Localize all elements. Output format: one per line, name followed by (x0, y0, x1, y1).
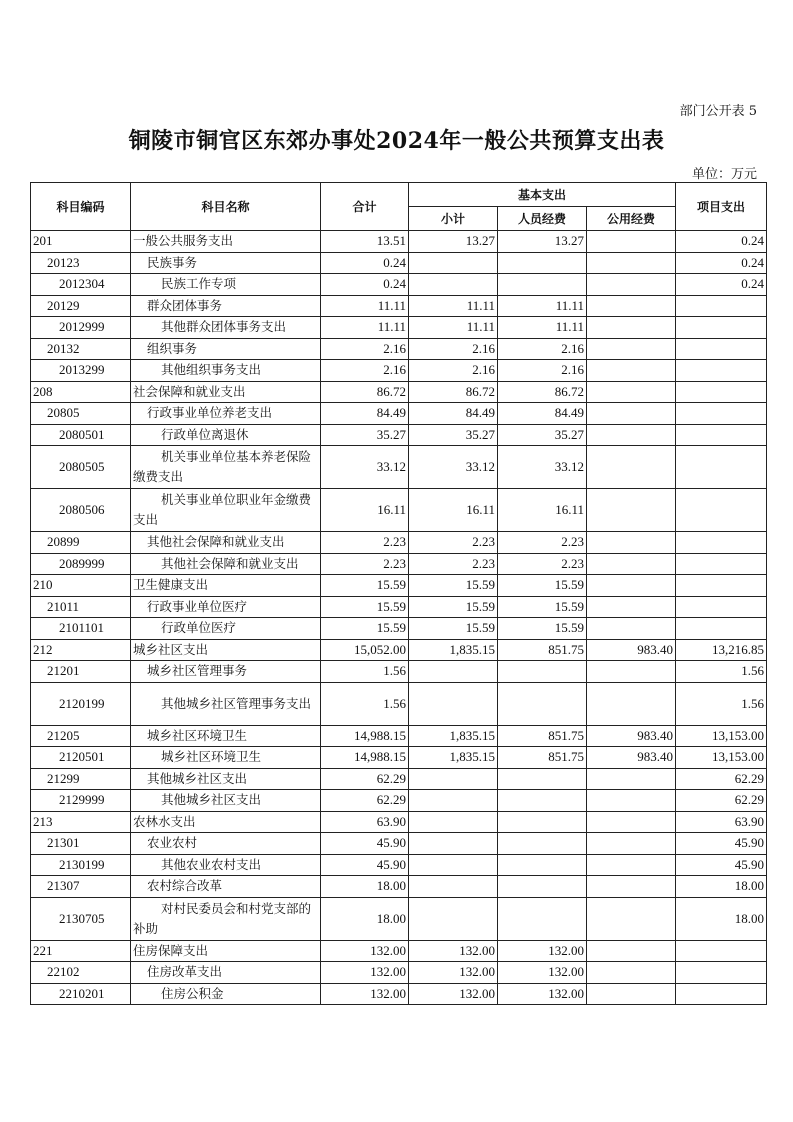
cell-name: 其他农业农村支出 (131, 854, 321, 876)
cell-project: 0.24 (676, 231, 767, 253)
cell-total: 2.16 (321, 360, 409, 382)
cell-project: 62.29 (676, 768, 767, 790)
header-public: 公用经费 (587, 207, 676, 231)
table-row (31, 381, 767, 403)
table-row (31, 575, 767, 597)
cell-total: 35.27 (321, 424, 409, 446)
header-name: 科目名称 (131, 183, 321, 231)
cell-subtotal (409, 811, 498, 833)
cell-subtotal: 15.59 (409, 596, 498, 618)
cell-project (676, 940, 767, 962)
table-row (31, 446, 767, 489)
cell-public (587, 940, 676, 962)
cell-public (587, 661, 676, 683)
table-row (31, 360, 767, 382)
cell-name: 行政单位离退休 (131, 424, 321, 446)
cell-subtotal: 84.49 (409, 403, 498, 425)
cell-personnel (498, 897, 587, 940)
cell-name: 城乡社区支出 (131, 639, 321, 661)
cell-public (587, 682, 676, 725)
cell-code: 2012999 (31, 317, 131, 339)
cell-personnel: 13.27 (498, 231, 587, 253)
header-project: 项目支出 (676, 183, 767, 231)
cell-public (587, 790, 676, 812)
cell-subtotal: 35.27 (409, 424, 498, 446)
cell-total: 132.00 (321, 940, 409, 962)
cell-subtotal: 15.59 (409, 575, 498, 597)
cell-code: 20123 (31, 252, 131, 274)
cell-subtotal (409, 854, 498, 876)
cell-name: 其他城乡社区支出 (131, 790, 321, 812)
cell-subtotal (409, 682, 498, 725)
cell-public (587, 489, 676, 532)
cell-code: 2129999 (31, 790, 131, 812)
page-title: 铜陵市铜官区东郊办事处2024年一般公共预算支出表 (128, 128, 665, 154)
cell-total: 15.59 (321, 575, 409, 597)
cell-name: 其他城乡社区管理事务支出 (131, 682, 321, 725)
cell-project (676, 424, 767, 446)
table-row (31, 532, 767, 554)
cell-subtotal: 2.16 (409, 338, 498, 360)
table-row (31, 725, 767, 747)
table-row (31, 983, 767, 1005)
cell-code: 21011 (31, 596, 131, 618)
cell-subtotal: 2.23 (409, 532, 498, 554)
cell-name: 行政事业单位医疗 (131, 596, 321, 618)
cell-total: 2.16 (321, 338, 409, 360)
cell-name: 农业农村 (131, 833, 321, 855)
cell-project: 45.90 (676, 854, 767, 876)
cell-name: 一般公共服务支出 (131, 231, 321, 253)
table-row (31, 553, 767, 575)
cell-subtotal: 1,835.15 (409, 639, 498, 661)
cell-project (676, 381, 767, 403)
cell-project (676, 596, 767, 618)
cell-public (587, 317, 676, 339)
table-row (31, 682, 767, 725)
cell-total: 2.23 (321, 532, 409, 554)
cell-name: 住房公积金 (131, 983, 321, 1005)
cell-subtotal (409, 274, 498, 296)
cell-name: 民族工作专项 (131, 274, 321, 296)
cell-public (587, 231, 676, 253)
cell-total: 45.90 (321, 854, 409, 876)
cell-project: 18.00 (676, 897, 767, 940)
cell-subtotal: 1,835.15 (409, 747, 498, 769)
cell-personnel: 2.16 (498, 338, 587, 360)
cell-project: 45.90 (676, 833, 767, 855)
cell-public (587, 532, 676, 554)
table-row (31, 596, 767, 618)
cell-subtotal: 11.11 (409, 295, 498, 317)
cell-code: 20805 (31, 403, 131, 425)
cell-subtotal: 132.00 (409, 962, 498, 984)
cell-total: 1.56 (321, 661, 409, 683)
cell-public: 983.40 (587, 725, 676, 747)
cell-project: 18.00 (676, 876, 767, 898)
cell-personnel (498, 252, 587, 274)
cell-project (676, 295, 767, 317)
table-row (31, 768, 767, 790)
cell-public (587, 295, 676, 317)
cell-name: 民族事务 (131, 252, 321, 274)
cell-personnel: 15.59 (498, 618, 587, 640)
cell-code: 2012304 (31, 274, 131, 296)
cell-project: 1.56 (676, 682, 767, 725)
cell-name: 对村民委员会和村党支部的补助 (131, 897, 321, 940)
cell-name: 机关事业单位职业年金缴费支出 (131, 489, 321, 532)
cell-personnel (498, 768, 587, 790)
table-row (31, 231, 767, 253)
cell-project: 0.24 (676, 274, 767, 296)
cell-total: 0.24 (321, 274, 409, 296)
cell-personnel: 11.11 (498, 317, 587, 339)
cell-public (587, 446, 676, 489)
cell-name: 卫生健康支出 (131, 575, 321, 597)
cell-subtotal (409, 790, 498, 812)
cell-code: 2089999 (31, 553, 131, 575)
cell-personnel: 851.75 (498, 747, 587, 769)
cell-subtotal: 11.11 (409, 317, 498, 339)
cell-code: 21299 (31, 768, 131, 790)
cell-personnel: 33.12 (498, 446, 587, 489)
cell-code: 21301 (31, 833, 131, 855)
cell-subtotal: 15.59 (409, 618, 498, 640)
cell-subtotal (409, 768, 498, 790)
table-row (31, 962, 767, 984)
cell-name: 其他组织事务支出 (131, 360, 321, 382)
cell-code: 20899 (31, 532, 131, 554)
cell-project (676, 983, 767, 1005)
cell-name: 社会保障和就业支出 (131, 381, 321, 403)
table-row (31, 252, 767, 274)
table-row (31, 295, 767, 317)
cell-total: 86.72 (321, 381, 409, 403)
cell-total: 15,052.00 (321, 639, 409, 661)
cell-personnel: 2.16 (498, 360, 587, 382)
cell-code: 210 (31, 575, 131, 597)
cell-public (587, 403, 676, 425)
cell-public (587, 962, 676, 984)
table-body (31, 231, 767, 1005)
cell-project (676, 532, 767, 554)
cell-total: 13.51 (321, 231, 409, 253)
cell-subtotal: 33.12 (409, 446, 498, 489)
cell-personnel: 851.75 (498, 725, 587, 747)
cell-personnel (498, 790, 587, 812)
cell-subtotal: 1,835.15 (409, 725, 498, 747)
cell-personnel: 16.11 (498, 489, 587, 532)
cell-total: 45.90 (321, 833, 409, 855)
cell-name: 机关事业单位基本养老保险缴费支出 (131, 446, 321, 489)
cell-public (587, 424, 676, 446)
cell-project (676, 317, 767, 339)
cell-code: 21201 (31, 661, 131, 683)
cell-total: 15.59 (321, 618, 409, 640)
cell-code: 2120501 (31, 747, 131, 769)
table-row (31, 940, 767, 962)
cell-project (676, 403, 767, 425)
cell-total: 14,988.15 (321, 747, 409, 769)
cell-subtotal (409, 661, 498, 683)
header-code: 科目编码 (31, 183, 131, 231)
cell-public (587, 983, 676, 1005)
cell-public: 983.40 (587, 747, 676, 769)
cell-project (676, 618, 767, 640)
cell-code: 21307 (31, 876, 131, 898)
cell-code: 2120199 (31, 682, 131, 725)
table-row (31, 747, 767, 769)
cell-personnel: 15.59 (498, 575, 587, 597)
cell-public (587, 338, 676, 360)
table-row (31, 876, 767, 898)
cell-public (587, 381, 676, 403)
cell-total: 15.59 (321, 596, 409, 618)
cell-subtotal: 2.16 (409, 360, 498, 382)
cell-subtotal: 132.00 (409, 983, 498, 1005)
cell-personnel (498, 274, 587, 296)
cell-name: 行政单位医疗 (131, 618, 321, 640)
cell-public (587, 854, 676, 876)
cell-personnel: 15.59 (498, 596, 587, 618)
cell-personnel: 86.72 (498, 381, 587, 403)
table-row (31, 424, 767, 446)
cell-total: 1.56 (321, 682, 409, 725)
cell-code: 212 (31, 639, 131, 661)
cell-public (587, 876, 676, 898)
cell-name: 其他城乡社区支出 (131, 768, 321, 790)
cell-personnel: 851.75 (498, 639, 587, 661)
cell-name: 组织事务 (131, 338, 321, 360)
table-row (31, 403, 767, 425)
cell-personnel (498, 661, 587, 683)
cell-code: 2210201 (31, 983, 131, 1005)
cell-project: 63.90 (676, 811, 767, 833)
cell-total: 11.11 (321, 317, 409, 339)
cell-public (587, 553, 676, 575)
cell-public (587, 768, 676, 790)
cell-name: 行政事业单位养老支出 (131, 403, 321, 425)
cell-subtotal: 13.27 (409, 231, 498, 253)
cell-personnel: 132.00 (498, 962, 587, 984)
cell-total: 0.24 (321, 252, 409, 274)
cell-personnel (498, 682, 587, 725)
cell-personnel (498, 811, 587, 833)
cell-project: 13,153.00 (676, 725, 767, 747)
cell-public (587, 274, 676, 296)
cell-project (676, 962, 767, 984)
cell-subtotal (409, 252, 498, 274)
cell-code: 2080506 (31, 489, 131, 532)
form-number: 部门公开表 5 (679, 104, 757, 119)
cell-public (587, 618, 676, 640)
cell-total: 62.29 (321, 768, 409, 790)
cell-public (587, 596, 676, 618)
cell-project (676, 446, 767, 489)
cell-public: 983.40 (587, 639, 676, 661)
cell-name: 城乡社区环境卫生 (131, 747, 321, 769)
cell-project: 62.29 (676, 790, 767, 812)
table-row (31, 897, 767, 940)
cell-total: 132.00 (321, 962, 409, 984)
header-subtotal: 小计 (409, 207, 498, 231)
header-personnel: 人员经费 (498, 207, 587, 231)
cell-subtotal: 2.23 (409, 553, 498, 575)
cell-code: 2013299 (31, 360, 131, 382)
cell-personnel: 11.11 (498, 295, 587, 317)
cell-public (587, 897, 676, 940)
cell-total: 63.90 (321, 811, 409, 833)
cell-name: 农林水支出 (131, 811, 321, 833)
cell-total: 33.12 (321, 446, 409, 489)
cell-personnel: 132.00 (498, 983, 587, 1005)
cell-code: 2101101 (31, 618, 131, 640)
cell-personnel (498, 833, 587, 855)
cell-project: 1.56 (676, 661, 767, 683)
cell-code: 20129 (31, 295, 131, 317)
cell-name: 住房改革支出 (131, 962, 321, 984)
table-row (31, 618, 767, 640)
unit-label: 单位：万元 (691, 167, 757, 182)
cell-personnel (498, 876, 587, 898)
cell-subtotal: 16.11 (409, 489, 498, 532)
cell-total: 14,988.15 (321, 725, 409, 747)
cell-public (587, 833, 676, 855)
cell-personnel: 2.23 (498, 532, 587, 554)
cell-code: 2130705 (31, 897, 131, 940)
cell-name: 住房保障支出 (131, 940, 321, 962)
cell-personnel: 132.00 (498, 940, 587, 962)
cell-total: 62.29 (321, 790, 409, 812)
cell-code: 2080501 (31, 424, 131, 446)
cell-personnel: 84.49 (498, 403, 587, 425)
cell-subtotal (409, 897, 498, 940)
cell-personnel: 35.27 (498, 424, 587, 446)
cell-code: 21205 (31, 725, 131, 747)
table-row (31, 338, 767, 360)
cell-name: 农村综合改革 (131, 876, 321, 898)
header-total: 合计 (321, 183, 409, 231)
cell-total: 11.11 (321, 295, 409, 317)
cell-code: 208 (31, 381, 131, 403)
cell-personnel: 2.23 (498, 553, 587, 575)
cell-project (676, 360, 767, 382)
cell-project: 0.24 (676, 252, 767, 274)
cell-project (676, 575, 767, 597)
table-row (31, 317, 767, 339)
cell-name: 城乡社区管理事务 (131, 661, 321, 683)
header-basic: 基本支出 (409, 183, 676, 207)
cell-name: 城乡社区环境卫生 (131, 725, 321, 747)
budget-table (30, 182, 767, 1005)
table-row (31, 833, 767, 855)
table-row (31, 489, 767, 532)
cell-code: 213 (31, 811, 131, 833)
cell-code: 20132 (31, 338, 131, 360)
cell-subtotal (409, 833, 498, 855)
table-row (31, 790, 767, 812)
cell-code: 201 (31, 231, 131, 253)
table-row (31, 854, 767, 876)
cell-name: 其他群众团体事务支出 (131, 317, 321, 339)
cell-project: 13,216.85 (676, 639, 767, 661)
cell-project (676, 489, 767, 532)
cell-subtotal: 86.72 (409, 381, 498, 403)
cell-name: 其他社会保障和就业支出 (131, 553, 321, 575)
cell-total: 18.00 (321, 897, 409, 940)
cell-public (587, 575, 676, 597)
cell-project (676, 553, 767, 575)
cell-subtotal: 132.00 (409, 940, 498, 962)
cell-public (587, 811, 676, 833)
cell-code: 2080505 (31, 446, 131, 489)
cell-total: 132.00 (321, 983, 409, 1005)
cell-name: 其他社会保障和就业支出 (131, 532, 321, 554)
cell-project: 13,153.00 (676, 747, 767, 769)
table-row (31, 274, 767, 296)
cell-total: 18.00 (321, 876, 409, 898)
table-row (31, 639, 767, 661)
cell-public (587, 360, 676, 382)
cell-code: 2130199 (31, 854, 131, 876)
cell-total: 2.23 (321, 553, 409, 575)
cell-name: 群众团体事务 (131, 295, 321, 317)
cell-public (587, 252, 676, 274)
cell-total: 84.49 (321, 403, 409, 425)
cell-code: 221 (31, 940, 131, 962)
cell-subtotal (409, 876, 498, 898)
cell-personnel (498, 854, 587, 876)
cell-code: 22102 (31, 962, 131, 984)
table-row (31, 661, 767, 683)
cell-total: 16.11 (321, 489, 409, 532)
cell-project (676, 338, 767, 360)
table-row (31, 811, 767, 833)
